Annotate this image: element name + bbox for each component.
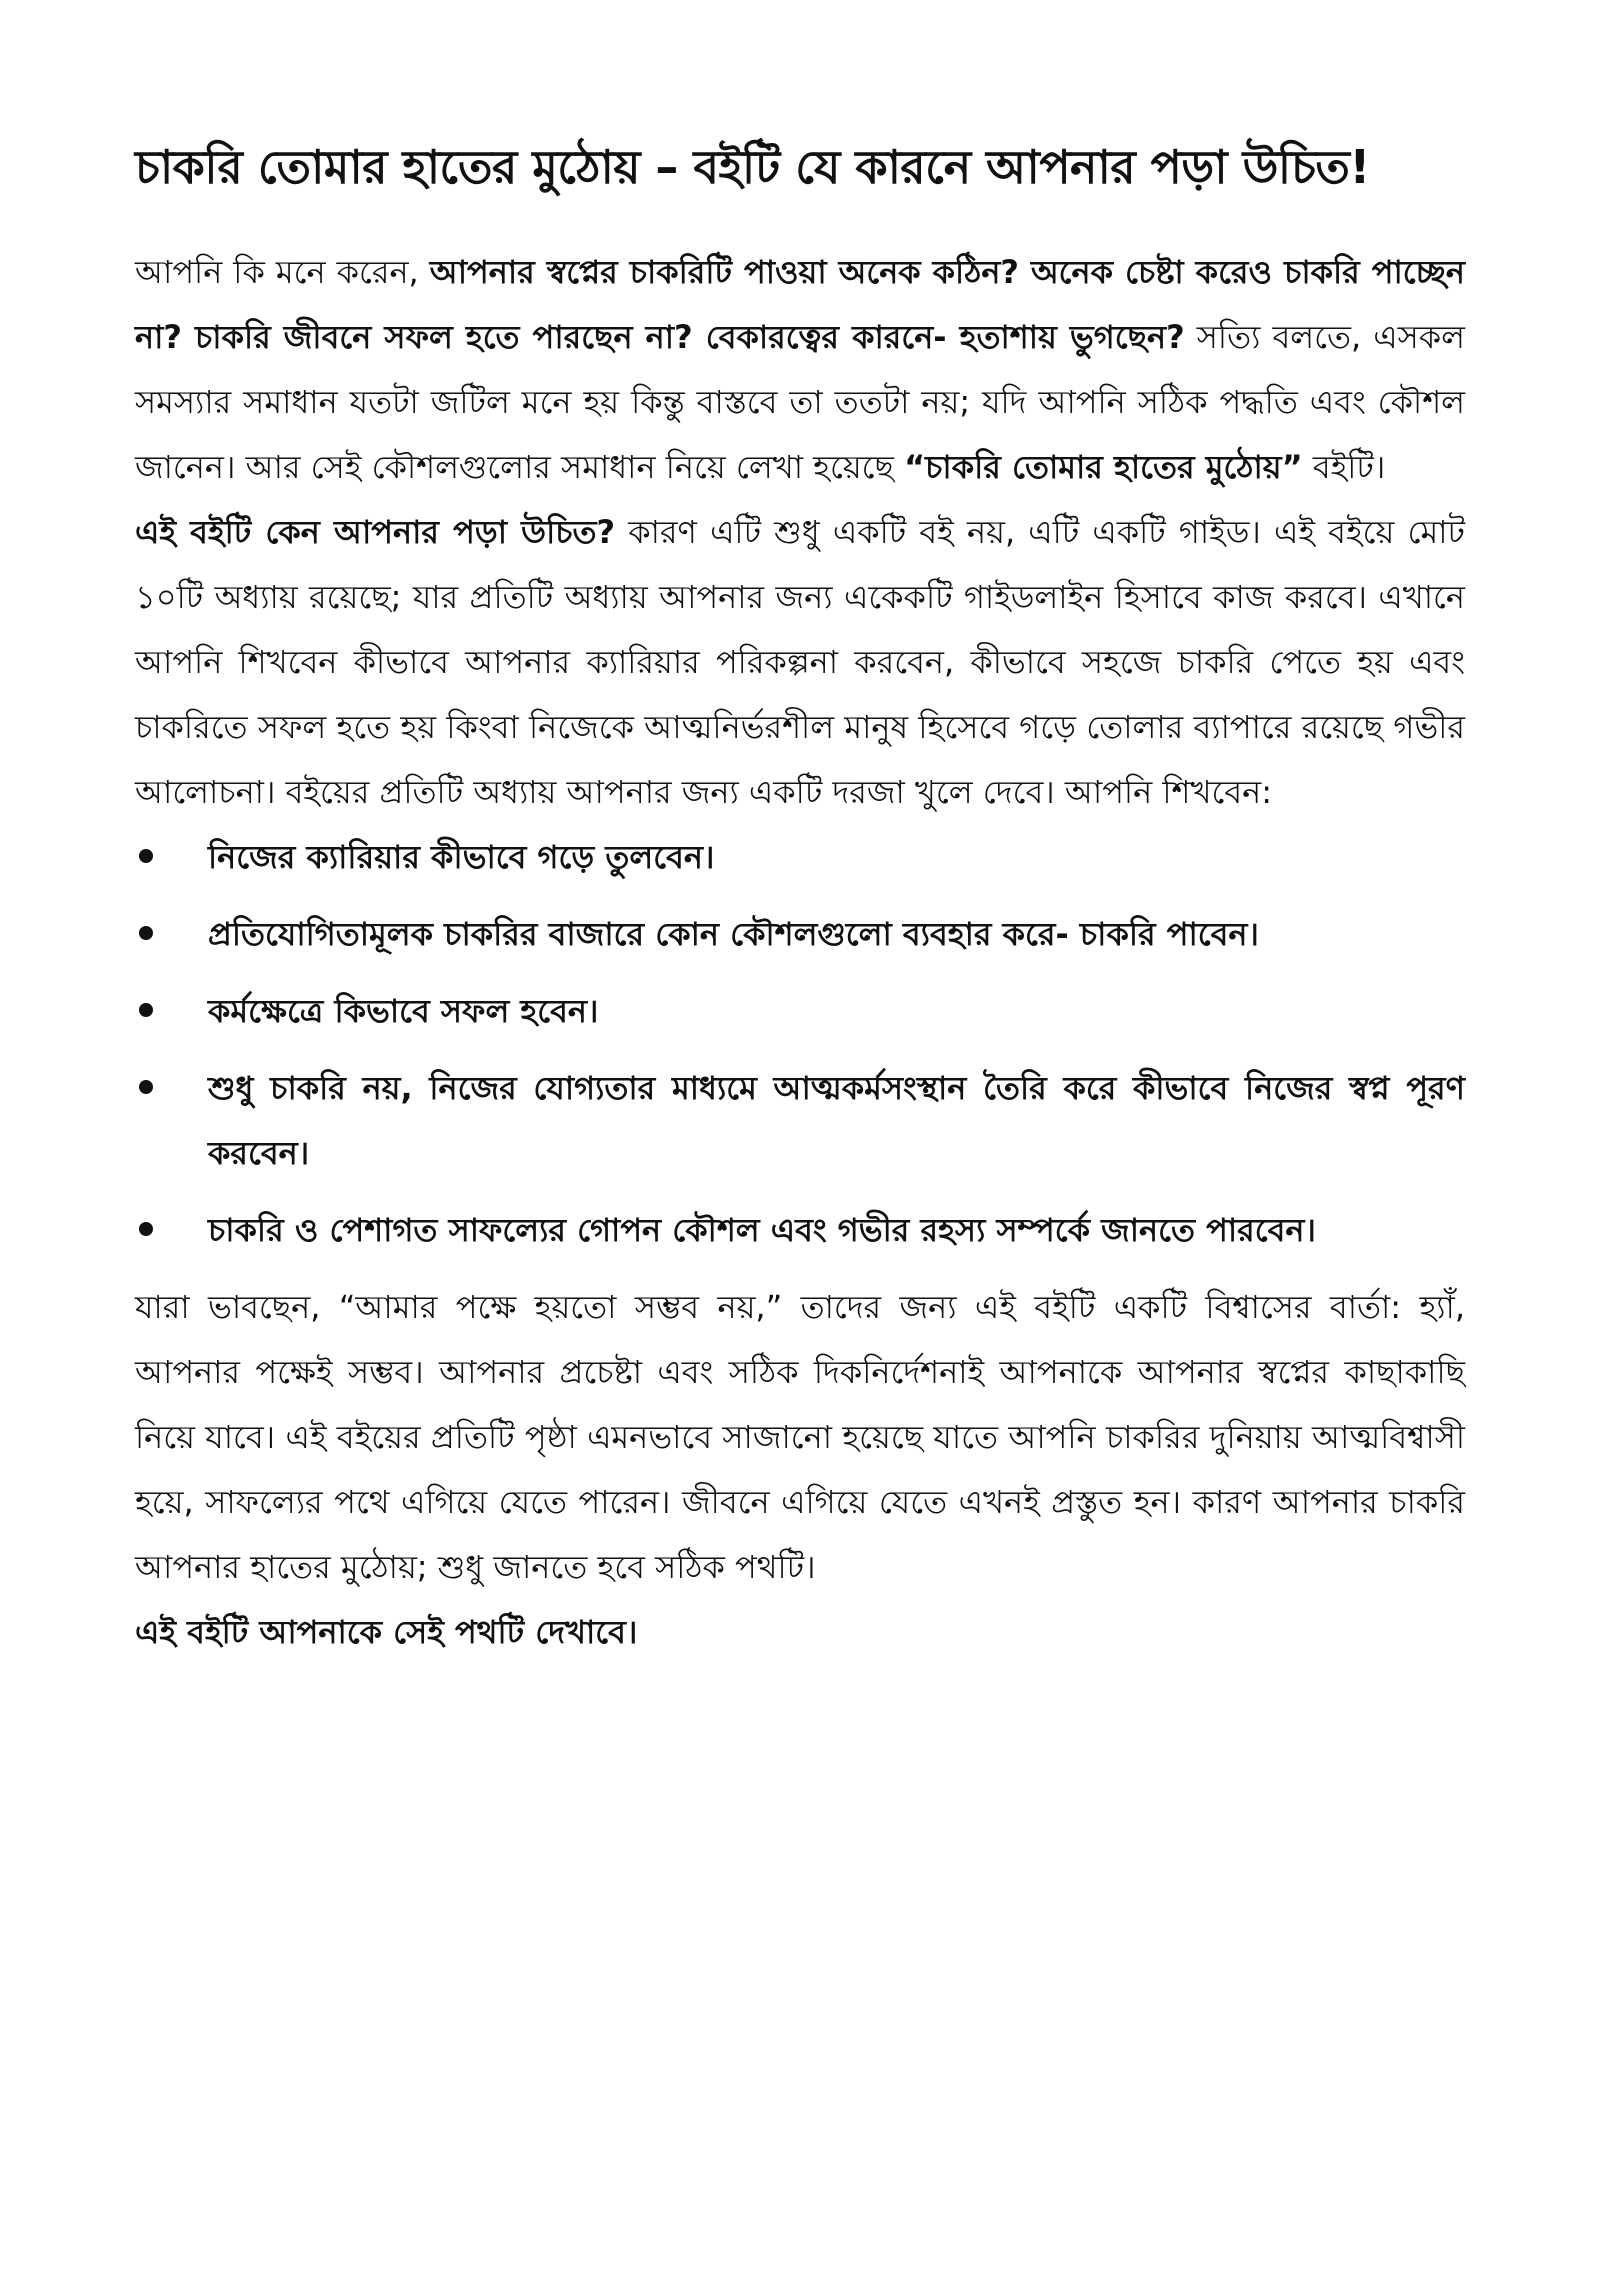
intro-bold-questions: আপনার স্বপ্নের চাকরিটি পাওয়া অনেক কঠিন? অনেক চেষ্টা করেও চাকরি পাচ্ছেন না? চাকরি জীবনে সফল হতে পারছেন না? বেকারত্বের কারনে- হতাশায় ভুগছেন? — [135, 252, 1465, 356]
why-read-paragraph — [135, 500, 1465, 825]
list-item-text: শুধু চাকরি নয়, নিজের যোগ্যতার মাধ্যমে আত্মকর্মসংস্থান তৈরি করে কীভাবে নিজের স্বপ্ন পূরণ করবেন। — [208, 1068, 1465, 1172]
encouragement-paragraph: যারা ভাবছেন, “আমার পক্ষে হয়তো সম্ভব নয়,” তাদের জন্য এই বইটি একটি বিশ্বাসের বার্তা: হ্যাঁ, আপনার পক্ষেই সম্ভব। আপনার প্রচেষ্টা এবং সঠিক দিকনির্দেশনাই আপনাকে আপনার স্বপ্নের কাছাকাছি নিয়ে যাবে। এই বইয়ের প্রতিটি পৃষ্ঠা এমনভাবে সাজানো হয়েছে যাতে আপনি চাকরির দুনিয়ায় আত্মবিশ্বাসী হয়ে, সাফল্যের পথে এগিয়ে যেতে পারেন। জীবনে এগিয়ে যেতে এখনই প্রস্তুত হন। কারণ আপনার চাকরি আপনার হাতের মুঠোয়; শুধু জানতে হবে সঠিক পথটি। — [135, 1287, 1466, 1586]
list-item — [135, 1198, 1465, 1263]
learning-list — [135, 825, 1465, 1263]
list-item-text: কর্মক্ষেত্রে কিভাবে সফল হবেন। — [208, 991, 599, 1030]
list-item — [135, 979, 1465, 1044]
list-item-text: চাকরি ও পেশাগত সাফল্যের গোপন কৌশল এবং গভীর রহস্য সম্পর্কে জানতে পারবেন। — [208, 1210, 1316, 1249]
bullet-dot-icon — [139, 926, 153, 940]
bullet-dot-icon — [139, 1222, 153, 1236]
list-item — [135, 902, 1465, 967]
intro-text: আপনি কি মনে করেন, — [135, 252, 430, 291]
why-read-text: কারণ এটি শুধু একটি বই নয়, এটি একটি গাইড। এই বইয়ে মোট ১০টি অধ্যায় রয়েছে; যার প্রতিটি অধ্যায় আপনার জন্য একেকটি গাইডলাইন হিসাবে কাজ করবে। এখানে আপনি শিখবেন কীভাবে আপনার ক্যারিয়ার পরিকল্পনা করবেন, কীভাবে সহজে চাকরি পেতে হয় এবং চাকরিতে সফল হতে হয় কিংবা নিজেকে আত্মনির্ভরশীল মানুষ হিসেবে গড়ে তোলার ব্যাপারে রয়েছে গভীর আলোচনা। বইয়ের প্রতিটি অধ্যায় আপনার জন্য একটি দরজা খুলে দেবে। আপনি শিখবেন: — [135, 512, 1465, 811]
closing-line: এই বইটি আপনাকে সেই পথটি দেখাবে। — [135, 1612, 638, 1651]
list-item — [135, 1056, 1465, 1186]
list-item — [135, 825, 1465, 890]
intro-paragraph — [135, 240, 1465, 500]
list-item-text: প্রতিযোগিতামূলক চাকরির বাজারে কোন কৌশলগুলো ব্যবহার করে- চাকরি পাবেন। — [208, 914, 1259, 953]
bullet-dot-icon — [139, 849, 153, 863]
why-read-question: এই বইটি কেন আপনার পড়া উচিত? — [135, 512, 616, 551]
book-title-quote: “চাকরি তোমার হাতের মুঠোয়” — [904, 447, 1303, 486]
bullet-dot-icon — [139, 1003, 153, 1017]
list-item-text: নিজের ক্যারিয়ার কীভাবে গড়ে তুলবেন। — [208, 837, 715, 876]
document-title: চাকরি তোমার হাতের মুঠোয় – বইটি যে কারনে আপনার পড়া উচিত! — [135, 140, 1370, 194]
bullet-dot-icon — [139, 1080, 153, 1094]
intro-middle-text: সত্যি বলতে, এসকল সমস্যার সমাধান যতটা জটিল মনে হয় কিন্তু বাস্তবে তা ততটা নয়; যদি আপনি সঠিক পদ্ধতি এবং কৌশল জানেন। আর সেই কৌশলগুলোর সমাধান নিয়ে লেখা হয়েছে — [135, 317, 1465, 486]
intro-end-text: বইটি। — [1302, 447, 1386, 486]
